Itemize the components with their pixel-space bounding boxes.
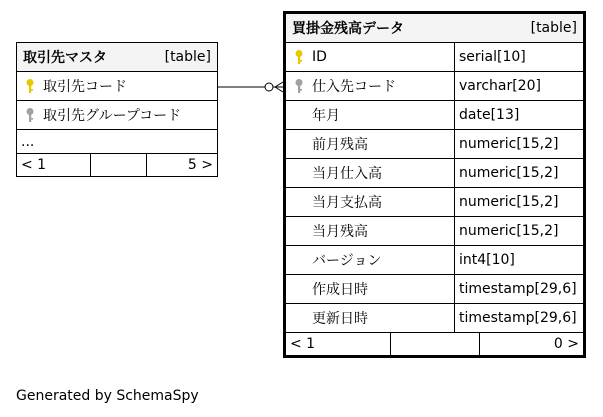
column-name: 更新日時 <box>312 311 368 327</box>
column-name-cell <box>286 246 454 274</box>
column-type: numeric[15,2] <box>454 159 583 187</box>
table-name[interactable]: 買掛金残高データ <box>292 21 404 37</box>
column-name: 当月残高 <box>312 224 368 240</box>
column-name-cell <box>286 275 454 303</box>
column-name-cell <box>286 217 454 245</box>
column-type: timestamp[29,6] <box>454 304 583 332</box>
column-row[interactable] <box>286 101 583 130</box>
table-header <box>286 14 583 43</box>
footer-parents[interactable]: < 1 <box>17 154 91 176</box>
column-type: int4[10] <box>454 246 583 274</box>
column-name: 前月残高 <box>312 137 368 153</box>
primary-key-icon <box>23 78 37 94</box>
column-type: numeric[15,2] <box>454 217 583 245</box>
footer-middle <box>391 333 480 355</box>
column-name-cell <box>17 101 217 129</box>
table-name[interactable]: 取引先マスタ <box>23 50 107 66</box>
foreign-key-icon <box>23 107 37 123</box>
column-row[interactable] <box>17 101 217 130</box>
column-name: バージョン <box>312 253 382 269</box>
column-name: 取引先コード <box>43 79 127 95</box>
column-type: serial[10] <box>454 43 583 71</box>
generated-by-label: Generated by SchemaSpy <box>16 388 199 404</box>
no-key-spacer <box>292 281 306 297</box>
no-key-spacer <box>292 194 306 210</box>
table-torihikisaki-master[interactable] <box>16 42 218 177</box>
column-name-cell <box>286 72 454 100</box>
no-key-spacer <box>292 136 306 152</box>
column-name-cell <box>286 159 454 187</box>
column-type: date[13] <box>454 101 583 129</box>
column-row[interactable] <box>286 188 583 217</box>
column-name-cell <box>286 304 454 332</box>
column-row[interactable] <box>286 275 583 304</box>
column-type: numeric[15,2] <box>454 130 583 158</box>
column-name: 当月仕入高 <box>312 166 382 182</box>
table-footer <box>17 154 217 176</box>
no-key-spacer <box>292 223 306 239</box>
footer-children[interactable]: 5 > <box>187 157 213 173</box>
column-row[interactable] <box>17 72 217 101</box>
foreign-key-icon <box>292 78 306 94</box>
column-name: 取引先グループコード <box>43 108 182 124</box>
column-name: ID <box>312 49 327 65</box>
column-type: timestamp[29,6] <box>454 275 583 303</box>
footer-children[interactable]: 0 > <box>553 336 579 352</box>
column-type: varchar[20] <box>454 72 583 100</box>
no-key-spacer <box>292 310 306 326</box>
column-row[interactable] <box>286 130 583 159</box>
column-type: numeric[15,2] <box>454 188 583 216</box>
column-row[interactable] <box>286 246 583 275</box>
column-row[interactable] <box>286 72 583 101</box>
column-name: 当月支払高 <box>312 195 382 211</box>
primary-key-icon <box>292 49 306 65</box>
table-kind: [table] <box>164 49 211 65</box>
column-name: 年月 <box>312 108 340 124</box>
column-name-cell <box>17 72 217 100</box>
table-header <box>17 43 217 72</box>
column-row[interactable] <box>286 304 583 333</box>
column-row[interactable] <box>286 159 583 188</box>
column-name: 仕入先コード <box>312 79 396 95</box>
footer-parents[interactable]: < 1 <box>286 333 391 355</box>
column-row[interactable] <box>286 43 583 72</box>
column-name-cell <box>286 101 454 129</box>
no-key-spacer <box>292 165 306 181</box>
no-key-spacer <box>292 252 306 268</box>
column-name-cell <box>286 130 454 158</box>
column-name: 作成日時 <box>312 282 368 298</box>
column-name-cell <box>286 188 454 216</box>
footer-middle <box>91 154 147 176</box>
table-kind: [table] <box>530 20 577 36</box>
more-columns: ... <box>17 130 217 154</box>
column-name-cell <box>286 43 454 71</box>
no-key-spacer <box>292 107 306 123</box>
column-row[interactable] <box>286 217 583 246</box>
table-kaikakekin-zandaka[interactable] <box>283 11 586 358</box>
table-footer <box>286 333 583 355</box>
